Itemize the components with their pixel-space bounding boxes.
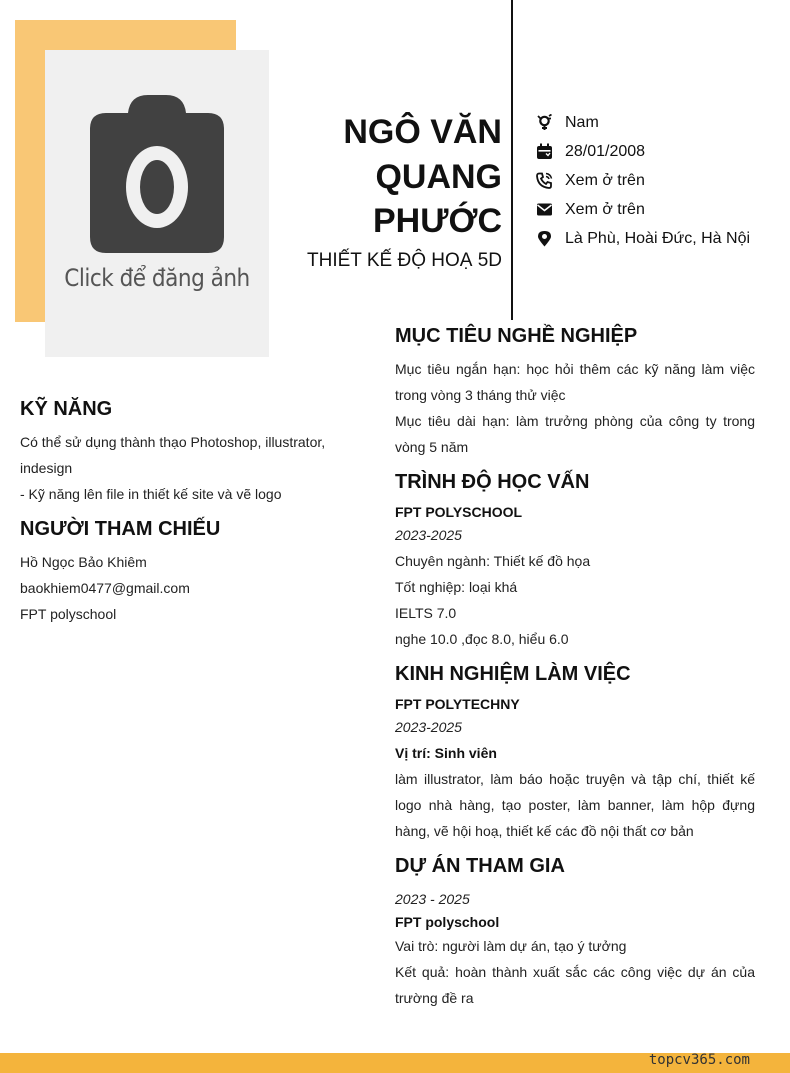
- experience-position: Vị trí: Sinh viên: [395, 745, 497, 761]
- skills-title: KỸ NĂNG: [20, 398, 113, 420]
- education-line: Chuyên ngành: Thiết kế đồ họa: [395, 553, 591, 569]
- name-line-3: PHƯỚC: [373, 202, 502, 240]
- contact-email: [536, 195, 750, 224]
- footer-brand: topcv365.com: [648, 1052, 750, 1068]
- reference-email: baokhiem0477@gmail.com: [20, 580, 190, 596]
- contact-birthday-text: 28/01/2008: [565, 142, 646, 160]
- reference-org: FPT polyschool: [20, 606, 117, 622]
- name-line-1: NGÔ VĂN: [343, 113, 502, 151]
- right-column: [395, 323, 755, 1011]
- project-role: Vai trò: người làm dự án, tạo ý tưởng: [395, 938, 627, 954]
- references-title: NGƯỜI THAM CHIẾU: [20, 518, 221, 540]
- experience-description: làm illustrator, làm báo hoặc truyện và tập chí, thiết kế logo nhà hàng, tạo poster, làm banner, làm hộp đựng hàng, vẽ hội hoạ, thiết kế các đồ nội thất cơ bản: [395, 771, 755, 839]
- education-line: nghe 10.0 ,đọc 8.0, hiểu 6.0: [395, 631, 569, 647]
- header-name-block: [252, 110, 502, 272]
- skills-line: Có thể sử dụng thành thạo Photoshop, illustrator, indesign: [20, 434, 326, 476]
- education-line: IELTS 7.0: [395, 605, 457, 621]
- camera-icon: [90, 95, 224, 255]
- objective-short-term: Mục tiêu ngắn hạn: học hỏi thêm các kỹ năng làm việc trong vòng 3 tháng thử việc: [395, 361, 755, 403]
- education-title: TRÌNH ĐỘ HỌC VẤN: [395, 471, 590, 493]
- gender-icon: [536, 114, 553, 131]
- experience-title: KINH NGHIỆM LÀM VIỆC: [395, 663, 631, 685]
- projects-title: DỰ ÁN THAM GIA: [395, 855, 565, 877]
- footer-bar: [0, 1053, 790, 1073]
- contact-birthday: [536, 137, 750, 166]
- email-icon: [536, 201, 553, 218]
- location-icon: [536, 230, 553, 247]
- project-org: FPT polyschool: [395, 914, 500, 930]
- contact-phone-text: Xem ở trên: [565, 171, 645, 189]
- education-line: Tốt nghiệp: loại khá: [395, 579, 518, 595]
- calendar-icon: [536, 143, 553, 160]
- contact-address-text: Là Phù, Hoài Đức, Hà Nội: [565, 229, 751, 247]
- reference-name: Hồ Ngọc Bảo Khiêm: [20, 554, 147, 570]
- left-column: [20, 396, 340, 627]
- avatar-upload[interactable]: [45, 50, 269, 357]
- education-period: 2023-2025: [395, 527, 462, 543]
- photo-upload-label: Click để đăng ảnh: [64, 264, 250, 292]
- contact-phone: [536, 166, 750, 195]
- header-divider: [511, 0, 513, 320]
- contact-email-text: Xem ở trên: [565, 200, 645, 218]
- contact-list: [536, 108, 750, 253]
- contact-address: [536, 224, 750, 253]
- objective-title: MỤC TIÊU NGHỀ NGHIỆP: [395, 325, 638, 347]
- contact-gender: [536, 108, 750, 137]
- education-school: FPT POLYSCHOOL: [395, 504, 523, 520]
- phone-icon: [536, 172, 553, 189]
- project-period: 2023 - 2025: [395, 891, 470, 907]
- experience-period: 2023-2025: [395, 719, 462, 735]
- contact-gender-text: Nam: [565, 113, 599, 131]
- name-line-2: QUANG: [375, 157, 502, 196]
- skills-line: - Kỹ năng lên file in thiết kế site và vẽ logo: [20, 486, 282, 502]
- objective-long-term: Mục tiêu dài hạn: làm trưởng phòng của công ty trong vòng 5 năm: [395, 413, 755, 455]
- experience-company: FPT POLYTECHNY: [395, 696, 520, 712]
- job-title: THIẾT KẾ ĐỘ HOẠ 5D: [307, 249, 502, 271]
- project-result: Kết quả: hoàn thành xuất sắc các công việc dự án của trường đề ra: [395, 964, 755, 1006]
